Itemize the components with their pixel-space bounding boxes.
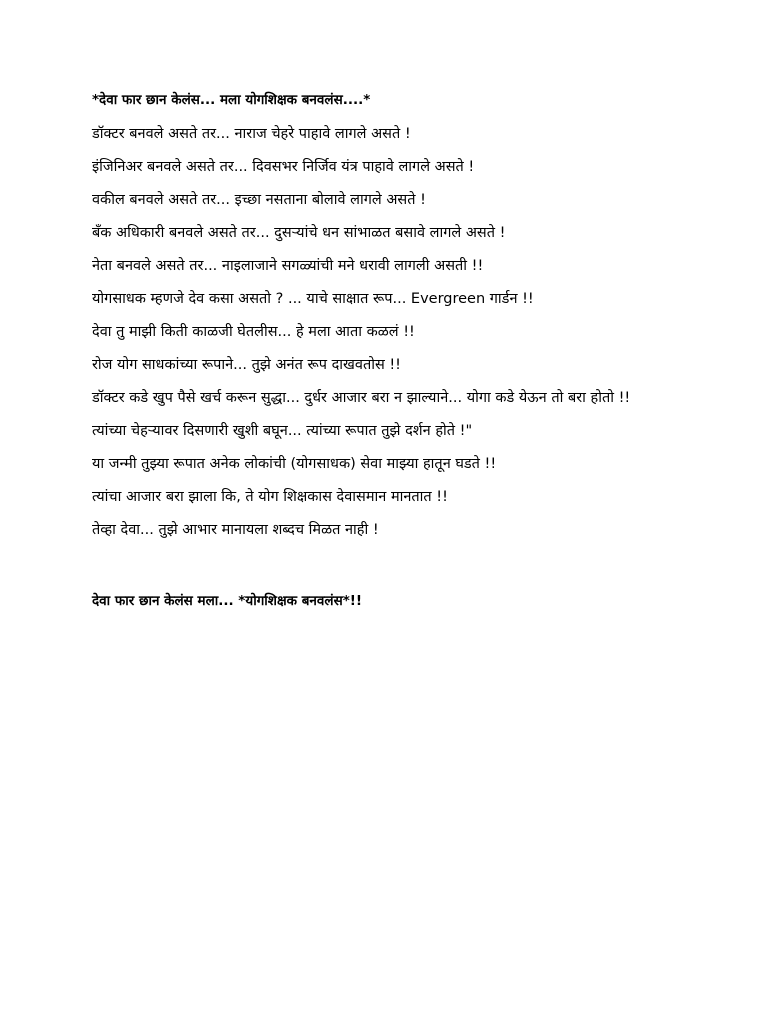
text-line-cure: डॉक्टर कडे खुप पैसे खर्च करून सुद्धा... दुर्धर आजार बरा न झाल्याने... योगा कडे येऊन तो बरा होतो !! — [92, 390, 631, 406]
text-line-respect: त्यांचा आजार बरा झाला कि, ते योग शिक्षकास देवासमान मानतात !! — [92, 489, 448, 505]
document-body — [92, 90, 692, 624]
text-line-daily-forms: रोज योग साधकांच्या रूपाने... तुझे अनंत रूप दाखवतोस !! — [92, 357, 401, 373]
text-line-happiness: त्यांच्या चेहऱ्यावर दिसणारी खुशी बघून... त्यांच्या रूपात तुझे दर्शन होते !" — [92, 423, 473, 439]
text-line-bank-officer: बँक अधिकारी बनवले असते तर... दुसऱ्यांचे धन सांभाळत बसावे लागले असते ! — [92, 225, 506, 241]
document-heading: *देवा फार छान केलंस... मला योगशिक्षक बनवलंस....* — [92, 92, 371, 108]
text-line-leader: नेता बनवले असते तर... नाइलाजाने सगळ्यांची मने धरावी लागली असती !! — [92, 258, 484, 274]
text-line-yoga-practitioner: योगसाधक म्हणजे देव कसा असतो ? ... याचे साक्षात रूप... Evergreen गार्डन !! — [92, 291, 534, 307]
text-line-service: या जन्मी तुझ्या रूपात अनेक लोकांची (योगसाधक) सेवा माझ्या हातून घडते !! — [92, 456, 497, 472]
text-line-thanks: तेव्हा देवा... तुझे आभार मानायला शब्दच मिळत नाही ! — [92, 522, 379, 538]
paragraph-gap — [92, 553, 692, 591]
text-line-lawyer: वकील बनवले असते तर... इच्छा नसताना बोलावे लागले असते ! — [92, 192, 426, 208]
text-line-doctor: डॉक्टर बनवले असते तर... नाराज चेहरे पाहावे लागले असते ! — [92, 126, 411, 142]
text-line-care: देवा तु माझी किती काळजी घेतलीस... हे मला आता कळलं !! — [92, 324, 415, 340]
document-closing: देवा फार छान केलंस मला... *योगशिक्षक बनवलंस*!! — [92, 593, 363, 609]
text-line-engineer: इंजिनिअर बनवले असते तर... दिवसभर निर्जिव यंत्र पाहावे लागले असते ! — [92, 159, 475, 175]
